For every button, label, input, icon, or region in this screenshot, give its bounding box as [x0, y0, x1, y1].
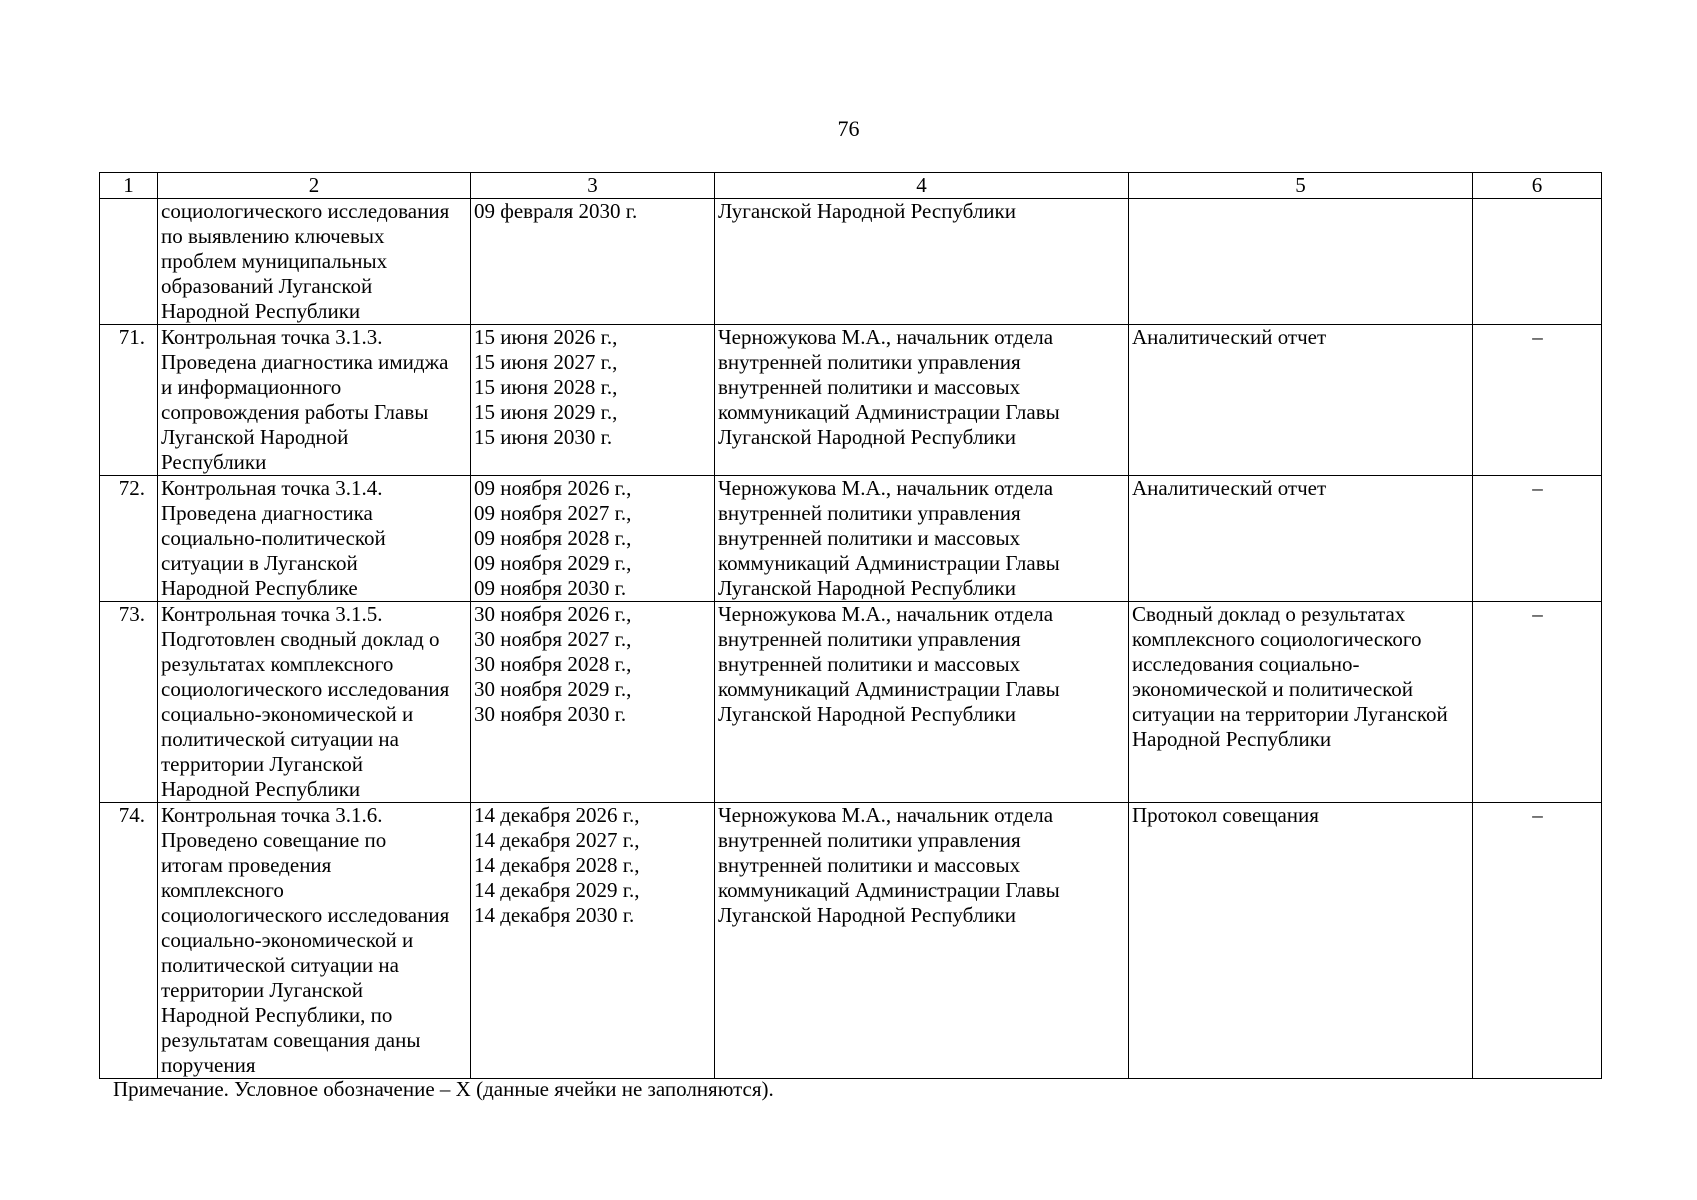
cell-line: Луганской Народной Республики [718, 199, 1016, 223]
cell-line: комплексного [161, 878, 284, 902]
cell-line: Республики [161, 450, 267, 474]
cell-line: 09 февраля 2030 г. [474, 199, 638, 223]
result-cell [1129, 602, 1473, 803]
cell-line: Луганской Народной Республики [718, 576, 1016, 600]
dates-cell [471, 803, 715, 1079]
cell-line: итогам проведения [161, 853, 332, 877]
plan-table [99, 172, 1602, 1079]
cell-line: 15 июня 2026 г., [474, 325, 618, 349]
cell-line: 14 декабря 2028 г., [474, 853, 640, 877]
extra-cell: – [1473, 803, 1602, 1079]
result-cell [1129, 476, 1473, 602]
dates-cell [471, 199, 715, 325]
cell-line: социально-политической [161, 526, 386, 550]
dates-cell [471, 325, 715, 476]
cell-line: Луганской Народной [161, 425, 349, 449]
responsible-cell [715, 325, 1129, 476]
header-cell-1: 1 [100, 173, 158, 199]
cell-line: внутренней политики управления [718, 627, 1021, 651]
row-number-cell: 73. [100, 602, 158, 803]
cell-line: 15 июня 2029 г., [474, 400, 618, 424]
cell-line: Народной Республике [161, 576, 358, 600]
header-cell-4: 4 [715, 173, 1129, 199]
cell-line: политической ситуации на [161, 953, 399, 977]
cell-line: 15 июня 2030 г. [474, 425, 613, 449]
cell-line: Черножукова М.А., начальник отдела [718, 325, 1054, 349]
cell-line: социально-экономической и [161, 702, 414, 726]
cell-line: Контрольная точка 3.1.5. [161, 602, 383, 626]
extra-cell: – [1473, 476, 1602, 602]
cell-line: Проведено совещание по [161, 828, 387, 852]
page-number: 76 [837, 116, 860, 141]
cell-line: Черножукова М.А., начальник отдела [718, 476, 1054, 500]
event-cell [158, 199, 471, 325]
cell-line: Протокол совещания [1132, 803, 1319, 827]
extra-cell: – [1473, 602, 1602, 803]
cell-line: территории Луганской [161, 752, 363, 776]
cell-line: результатах комплексного [161, 652, 394, 676]
cell-line: ситуации в Луганской [161, 551, 358, 575]
row-number-cell: 71. [100, 325, 158, 476]
cell-line: Луганской Народной Республики [718, 425, 1016, 449]
cell-line: образований Луганской [161, 274, 373, 298]
table-row [100, 476, 1602, 602]
cell-line: Луганской Народной Республики [718, 903, 1016, 927]
responsible-cell [715, 602, 1129, 803]
cell-line: внутренней политики управления [718, 828, 1021, 852]
dates-cell [471, 476, 715, 602]
row-number-cell: 74. [100, 803, 158, 1079]
table-row [100, 199, 1602, 325]
cell-line: проблем муниципальных [161, 249, 388, 273]
result-cell [1129, 803, 1473, 1079]
event-cell [158, 476, 471, 602]
table-row [100, 803, 1602, 1079]
cell-line: 09 ноября 2027 г., [474, 501, 632, 525]
cell-line: Контрольная точка 3.1.6. [161, 803, 383, 827]
cell-line: экономической и политической [1132, 677, 1414, 701]
table-header-row [100, 173, 1602, 199]
cell-line: комплексного социологического [1132, 627, 1422, 651]
cell-line: сопровождения работы Главы [161, 400, 429, 424]
cell-line: внутренней политики управления [718, 501, 1021, 525]
responsible-cell [715, 199, 1129, 325]
cell-line: Черножукова М.А., начальник отдела [718, 803, 1054, 827]
header-cell-2: 2 [158, 173, 471, 199]
cell-line: 30 ноября 2026 г., [474, 602, 632, 626]
table-row [100, 325, 1602, 476]
cell-line: Сводный доклад о результатах [1132, 602, 1406, 626]
cell-line: Проведена диагностика [161, 501, 373, 525]
result-cell [1129, 199, 1473, 325]
cell-line: Черножукова М.А., начальник отдела [718, 602, 1054, 626]
cell-line: внутренней политики и массовых [718, 526, 1021, 550]
header-cell-3: 3 [471, 173, 715, 199]
cell-line: 15 июня 2027 г., [474, 350, 618, 374]
event-cell [158, 325, 471, 476]
cell-line: поручения [161, 1053, 256, 1077]
extra-cell: – [1473, 325, 1602, 476]
cell-line: внутренней политики управления [718, 350, 1021, 374]
responsible-cell [715, 476, 1129, 602]
event-cell [158, 803, 471, 1079]
cell-line: 15 июня 2028 г., [474, 375, 618, 399]
cell-line: 09 ноября 2030 г. [474, 576, 627, 600]
header-cell-5: 5 [1129, 173, 1473, 199]
cell-line: Аналитический отчет [1132, 476, 1327, 500]
cell-line: Народной Республики [161, 777, 361, 801]
cell-line: Контрольная точка 3.1.4. [161, 476, 383, 500]
cell-line: исследования социально- [1132, 652, 1360, 676]
cell-line: внутренней политики и массовых [718, 375, 1021, 399]
cell-line: коммуникаций Администрации Главы [718, 400, 1060, 424]
cell-line: 30 ноября 2030 г. [474, 702, 627, 726]
cell-line: территории Луганской [161, 978, 363, 1002]
cell-line: 14 декабря 2030 г. [474, 903, 635, 927]
cell-line: Народной Республики, по [161, 1003, 393, 1027]
cell-line: 14 декабря 2027 г., [474, 828, 640, 852]
cell-line: Аналитический отчет [1132, 325, 1327, 349]
cell-line: политической ситуации на [161, 727, 399, 751]
result-cell [1129, 325, 1473, 476]
cell-line: социологического исследования [161, 903, 450, 927]
cell-line: Проведена диагностика имиджа [161, 350, 449, 374]
cell-line: Народной Республики [1132, 727, 1332, 751]
cell-line: 09 ноября 2028 г., [474, 526, 632, 550]
cell-line: результатам совещания даны [161, 1028, 421, 1052]
cell-line: коммуникаций Администрации Главы [718, 551, 1060, 575]
cell-line: и информационного [161, 375, 342, 399]
cell-line: 30 ноября 2029 г., [474, 677, 632, 701]
cell-line: 09 ноября 2029 г., [474, 551, 632, 575]
cell-line: социологического исследования [161, 677, 450, 701]
cell-line: коммуникаций Администрации Главы [718, 677, 1060, 701]
extra-cell [1473, 199, 1602, 325]
dates-cell [471, 602, 715, 803]
cell-line: внутренней политики и массовых [718, 652, 1021, 676]
row-number-cell: 72. [100, 476, 158, 602]
cell-line: Народной Республики [161, 299, 361, 323]
cell-line: 30 ноября 2028 г., [474, 652, 632, 676]
cell-line: Луганской Народной Республики [718, 702, 1016, 726]
footnote: Примечание. Условное обозначение – Х (данные ячейки не заполняются). [113, 1077, 774, 1101]
event-cell [158, 602, 471, 803]
cell-line: внутренней политики и массовых [718, 853, 1021, 877]
cell-line: социально-экономической и [161, 928, 414, 952]
cell-line: социологического исследования [161, 199, 450, 223]
header-cell-6: 6 [1473, 173, 1602, 199]
cell-line: Подготовлен сводный доклад о [161, 627, 440, 651]
cell-line: ситуации на территории Луганской [1132, 702, 1448, 726]
cell-line: 14 декабря 2026 г., [474, 803, 640, 827]
table-row [100, 602, 1602, 803]
cell-line: коммуникаций Администрации Главы [718, 878, 1060, 902]
cell-line: 09 ноября 2026 г., [474, 476, 632, 500]
responsible-cell [715, 803, 1129, 1079]
row-number-cell [100, 199, 158, 325]
plan-table-body [100, 173, 1602, 1079]
cell-line: 14 декабря 2029 г., [474, 878, 640, 902]
cell-line: Контрольная точка 3.1.3. [161, 325, 383, 349]
cell-line: 30 ноября 2027 г., [474, 627, 632, 651]
cell-line: по выявлению ключевых [161, 224, 385, 248]
